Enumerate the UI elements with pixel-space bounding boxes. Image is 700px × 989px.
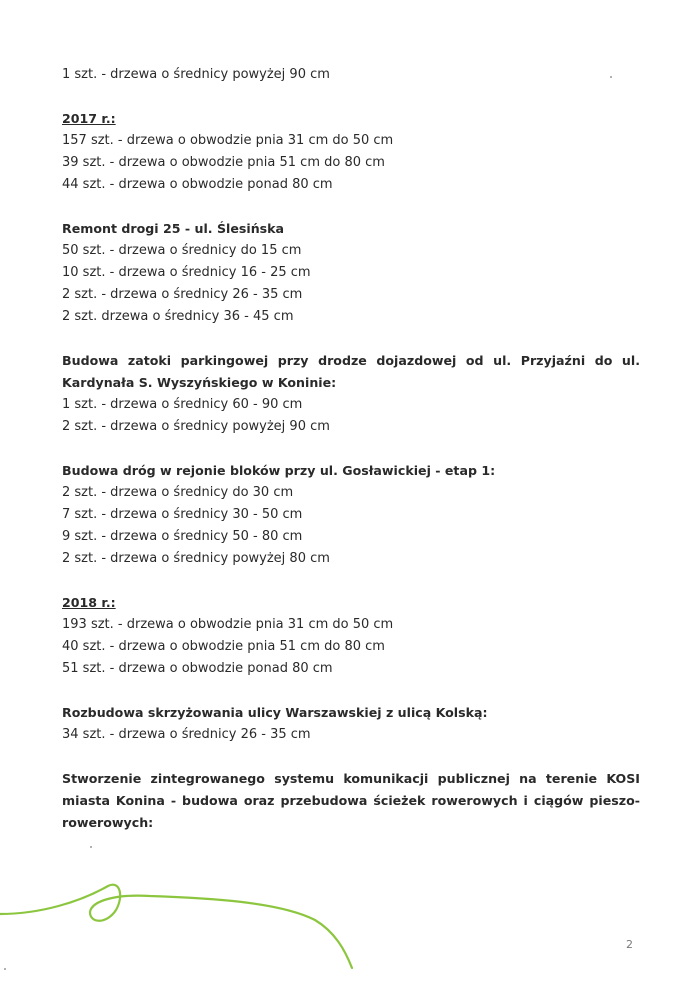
- section-heading-kosi: Stworzenie zintegrowanego systemu komunikacji publicznej na terenie KOSI: [62, 771, 640, 786]
- section-heading-kosi-end: rowerowych:: [62, 815, 154, 830]
- scan-speck: [90, 846, 92, 848]
- document-body: [62, 64, 640, 834]
- section-heading-kosi-cont: miasta Konina - budowa oraz przebudowa ścieżek rowerowych i ciągów pieszo-: [62, 793, 640, 808]
- list-item: 40 szt. - drzewa o obwodzie pnia 51 cm do 80 cm: [62, 639, 385, 654]
- list-item: 9 szt. - drzewa o średnicy 50 - 80 cm: [62, 529, 303, 544]
- list-item: 50 szt. - drzewa o średnicy do 15 cm: [62, 243, 302, 258]
- section-heading-remont: Remont drogi 25 - ul. Ślesińska: [62, 221, 285, 236]
- list-item: 1 szt. - drzewa o średnicy powyżej 90 cm: [62, 67, 330, 82]
- green-swirl-icon: [0, 880, 380, 975]
- section-heading-2018: 2018 r.:: [62, 595, 116, 610]
- list-item: 2 szt. - drzewa o średnicy powyżej 80 cm: [62, 551, 330, 566]
- list-item: 157 szt. - drzewa o obwodzie pnia 31 cm do 50 cm: [62, 133, 394, 148]
- list-item: 51 szt. - drzewa o obwodzie ponad 80 cm: [62, 661, 333, 676]
- list-item: 10 szt. - drzewa o średnicy 16 - 25 cm: [62, 265, 311, 280]
- list-item: 2 szt. drzewa o średnicy 36 - 45 cm: [62, 309, 294, 324]
- list-item: 39 szt. - drzewa o obwodzie pnia 51 cm do 80 cm: [62, 155, 385, 170]
- section-heading-rozbudowa: Rozbudowa skrzyżowania ulicy Warszawskiej z ulicą Kolską:: [62, 705, 488, 720]
- list-item: 7 szt. - drzewa o średnicy 30 - 50 cm: [62, 507, 303, 522]
- scan-speck: [610, 76, 612, 78]
- list-item: 44 szt. - drzewa o obwodzie ponad 80 cm: [62, 177, 333, 192]
- list-item: 2 szt. - drzewa o średnicy powyżej 90 cm: [62, 419, 330, 434]
- page-number: 2: [626, 938, 633, 951]
- list-item: 2 szt. - drzewa o średnicy 26 - 35 cm: [62, 287, 303, 302]
- list-item: 2 szt. - drzewa o średnicy do 30 cm: [62, 485, 294, 500]
- section-heading-2017: 2017 r.:: [62, 111, 116, 126]
- list-item: 34 szt. - drzewa o średnicy 26 - 35 cm: [62, 727, 311, 742]
- section-heading-drogi: Budowa dróg w rejonie bloków przy ul. Gosławickiej - etap 1:: [62, 463, 496, 478]
- section-heading-zatoka-cont: Kardynała S. Wyszyńskiego w Koninie:: [62, 375, 337, 390]
- list-item: 193 szt. - drzewa o obwodzie pnia 31 cm do 50 cm: [62, 617, 394, 632]
- section-heading-zatoka: Budowa zatoki parkingowej przy drodze dojazdowej od ul. Przyjaźni do ul.: [62, 353, 640, 368]
- list-item: 1 szt. - drzewa o średnicy 60 - 90 cm: [62, 397, 303, 412]
